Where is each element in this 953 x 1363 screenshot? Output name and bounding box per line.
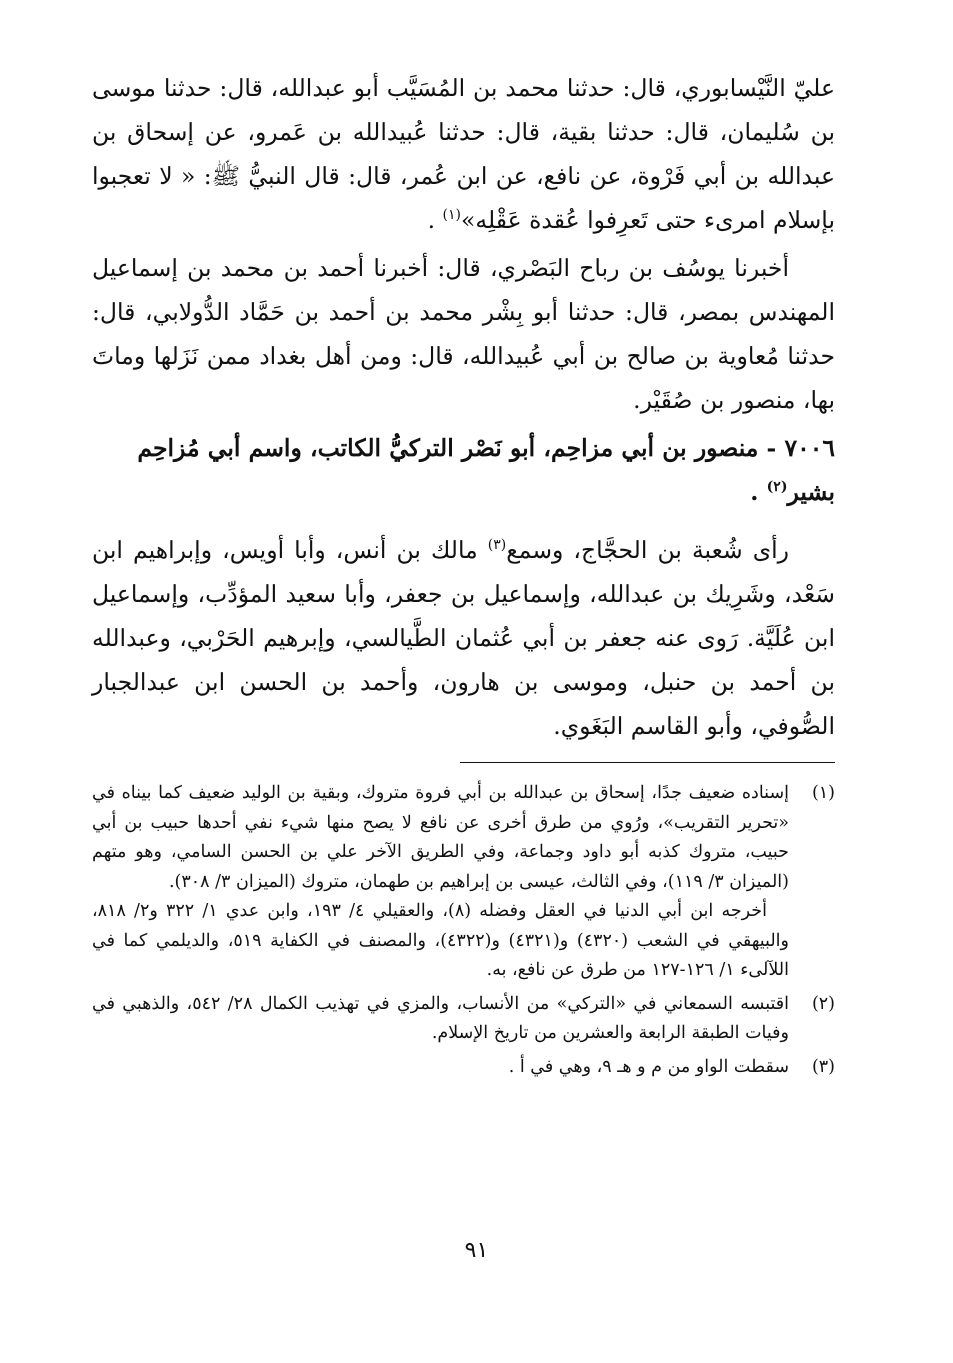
footnote-ref-1: (١) (442, 207, 461, 224)
paragraph-1-end: . (427, 206, 443, 234)
paragraph-3-text-b: مالك بن أنس، وأبا أويس، وإبراهيم ابن سَعْد، وشَرِيك بن عبدالله، وإسماعيل بن جعفر، وأبا سعيد المؤدِّب، وإسماعيل ابن عُلَيَّة. رَوى عنه جعفر بن أبي عُثمان الطَّيالسي، وإبرهيم الحَرْبي، وعبدالله بن أحمد بن حنبل، وموسى بن هارون، وأحمد بن الحسن ابن عبدالجبار الصُّوفي، وأبو القاسم البَغَوي. (92, 536, 835, 740)
main-text (92, 66, 835, 748)
footnote-1-text: إسناده ضعيف جدًا، إسحاق بن عبدالله بن أبي فروة متروك، وبقية بن الوليد ضعيف كما بيناه في «تحرير التقريب»، ورُوي من طرق أخرى عن نافع لا يصح منها شيء نفي أحدها حبيب بن أبي حبيب، متروك كذبه أبو داود وجماعة، وفي الطريق الآخر علي بن الحسن السامي، وهو متهم (الميزان ٣/ ١١٩)، وفي الثالث، عيسى بن إبراهيم بن طهمان، متروك (الميزان ٣/ ٣٠٨). (92, 783, 789, 892)
footnotes (92, 779, 835, 1082)
footnote-3-number: (٣) (811, 1056, 835, 1077)
entry-heading-text: ٧٠٠٦ - منصور بن أبي مزاحِم، أبو نَصْر التركيُّ الكاتب، واسم أبي مُزاحِم بشير (137, 434, 835, 506)
footnote-separator (460, 762, 835, 763)
footnote-2 (92, 990, 835, 1049)
paragraph-1 (92, 66, 835, 242)
footnote-3-text: سقطت الواو من م و هـ ٩، وهي في أ . (508, 1056, 789, 1077)
footnote-1-continuation: أخرجه ابن أبي الدنيا في العقل وفضله (٨)، والعقيلي ٤/ ١٩٣، وابن عدي ١/ ٣٢٢ و٢/ ٨١٨، والبيهقي في الشعب (٤٣٢٠) و(٤٣٢١) و(٤٣٢٢)، والمصنف في الكفاية ٥١٩، والديلمي كما في اللآلىء ١/ ١٢٦-١٢٧ من طرق عن نافع، به. (92, 901, 789, 980)
paragraph-2: أخبرنا يوسُف بن رباح البَصْري، قال: أخبرنا أحمد بن محمد بن إسماعيل المهندس بمصر، قال: حدثنا أبو بِشْر محمد بن أحمد بن حَمَّاد الدُّولابي، قال: حدثنا مُعاوية بن صالح بن أبي عُبيدالله، قال: ومن أهل بغداد ممن نَزَلها وماتَ بها، منصور بن صُقَيْر. (92, 254, 835, 414)
footnote-3 (92, 1053, 835, 1083)
footnote-1-number: (١) (811, 783, 835, 803)
paragraph-3 (92, 528, 835, 748)
entry-heading-end: . (750, 478, 767, 506)
footnote-1 (92, 779, 835, 897)
footnote-2-number: (٢) (811, 993, 835, 1014)
paragraph-1-text: عليّ النَّيْسابوري، قال: حدثنا محمد بن المُسَيَّب أبو عبدالله، قال: حدثنا موسى بن سُليمان، قال: حدثنا بقية، قال: حدثنا عُبيدالله بن عَمرو، عن إسحاق بن عبدالله بن أبي فَرْوة، عن نافع، عن ابن عُمر، قال: قال النبيُّ ﷺ: « لا تعجبوا بإسلام امرىء حتى تَعرِفوا عُقدة عَقْلِه» (92, 74, 835, 234)
footnote-ref-3: (٣) (487, 537, 507, 554)
paragraph-3-text-a: رأى شُعبة بن الحجَّاج، وسمع (506, 536, 789, 564)
footnote-ref-2: (٢) (766, 479, 788, 496)
page-number: ٩١ (464, 1238, 489, 1263)
footnote-2-text: اقتبسه السمعاني في «التركي» من الأنساب، والمزي في تهذيب الكمال ٢٨/ ٥٤٢، والذهبي في وفيات الطبقة الرابعة والعشرين من تاريخ الإسلام. (92, 993, 789, 1043)
entry-heading (92, 426, 835, 514)
